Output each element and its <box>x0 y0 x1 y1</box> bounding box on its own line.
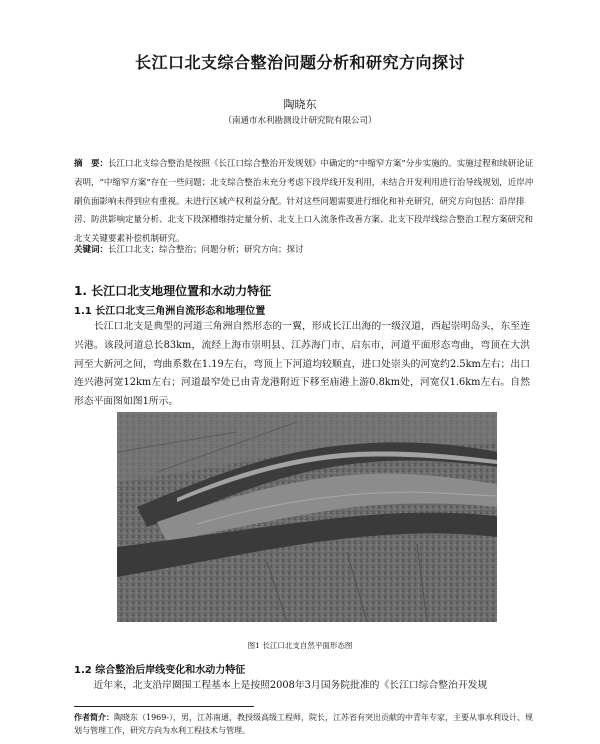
figure-1-map <box>117 412 497 622</box>
keywords <box>74 243 536 255</box>
abstract <box>74 155 536 249</box>
paper-title: 长江口北支综合整治问题分析和研究方向探讨 <box>134 53 465 72</box>
satellite-map-image <box>117 412 497 622</box>
abstract-label: 摘 要： <box>74 159 109 169</box>
section-1-2-paragraph: 近年来，北支沿岸圈围工程基本上是按照2008年3月国务院批准的《长江口综合整治开发规 <box>93 680 488 691</box>
keywords-text: 长江口北支；综合整治；问题分析；研究方向；探讨 <box>108 245 304 255</box>
footnote-label: 作者简介： <box>74 713 114 722</box>
author-affiliation: （南通市水利勘测设计研究院有限公司） <box>223 116 377 126</box>
footnote-divider <box>74 706 254 707</box>
keywords-label: 关键词： <box>74 245 109 255</box>
section-1-1-heading: 1.1 长江口北支三角洲自流形态和地理位置 <box>74 306 266 317</box>
author-footnote <box>74 711 534 737</box>
figure-1-caption: 图1 长江口北支自然平面形态图 <box>247 641 353 650</box>
section-1-heading: 1. 长江口北支地理位置和水动力特征 <box>74 284 272 298</box>
section-1-2-text <box>74 677 530 695</box>
author-name: 陶晓东 <box>283 98 317 111</box>
footnote-text: 陶晓东（1969-），男，江苏南通，教授级高级工程师，院长，江苏省有突出贡献的中青年专家，主要从事水利设计、规划与管理工作，研究方向为水利工程技术与管理。 <box>74 713 534 735</box>
section-1-2-heading: 1.2 综合整治后岸线变化和水动力特征 <box>74 665 246 676</box>
abstract-text: 长江口北支综合整治是按照《长江口综合整治开发规划》中确定的“中缩窄方案”分步实施的。实施过程和续研论证表明，“中缩窄方案”存在一些问题；北支综合整治未充分考虑下段岸线开发利用，未结合开发利用进行治导线规划，近岸冲刷负面影响未得到应有重视。未进行区域产权利益分配。针对这些问题需要进行细化和补充研究，研究方向包括：沿岸排涝、防洪影响定量分析、北支下段深槽维持定量分析、北支上口入流条件改善方案、北支下段岸线综合整治工程方案研究和北支关键要素补偿机制研究。 <box>74 159 534 245</box>
section-1-1-paragraph: 长江口北支是典型的河道三角洲自然形态的一翼，形成长江出海的一级汊道，西起崇明岛头，东至连兴港。该段河道总长83km，流经上海市崇明县、江苏海门市、启东市，河道平面形态弯曲，弯顶在大洪河至大新河之间，弯曲系数在1.19左右，弯顶上下河道均较顺直，进口处崇头的河宽约2.5km左右；出口连兴港河宽12km左右；河道最窄处已由青龙港附近下移至庙港上游0.8km处，河宽仅1.6km左右。自然形态平面图如图1所示。 <box>74 321 530 408</box>
section-1-1-text <box>74 318 530 412</box>
